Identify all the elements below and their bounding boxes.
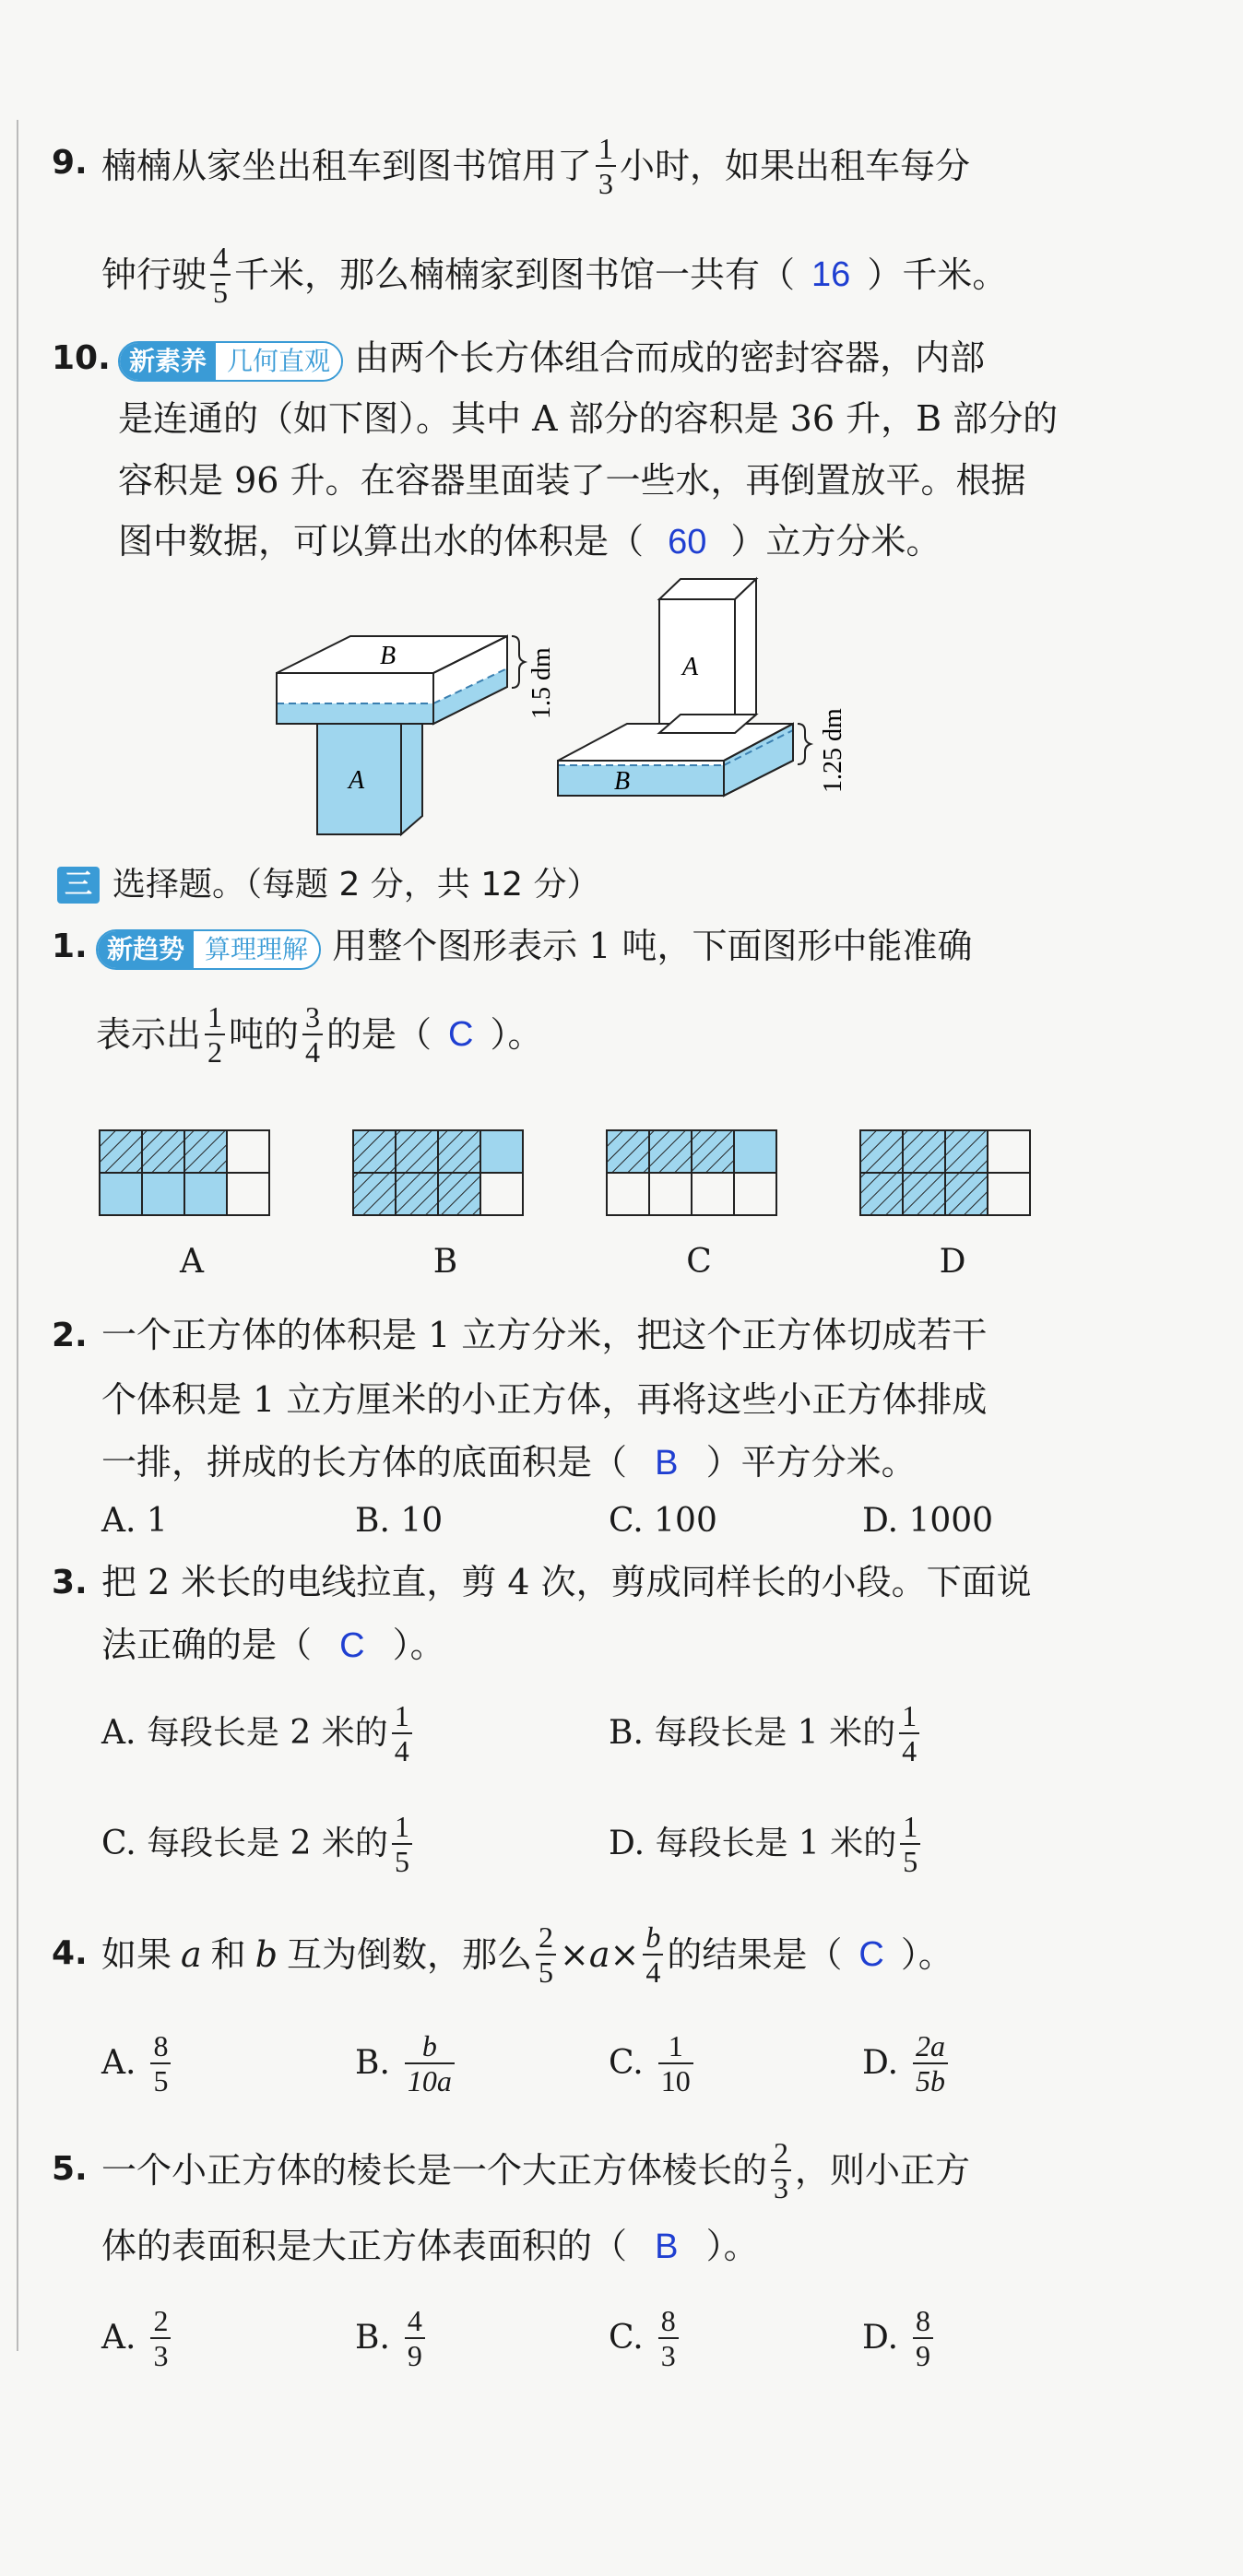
height-label: 1.25 dm (819, 708, 847, 793)
fraction: $\frac{8}{3}$ (658, 2304, 679, 2372)
grid-option-a (100, 1130, 269, 1215)
fraction: $\frac{1}{10}$ (658, 2029, 693, 2097)
question-number: 5. (52, 2150, 88, 2188)
c2-line1: 一个正方体的体积是 1 立方分米，把这个正方体切成若干 (101, 1315, 988, 1355)
answer: C (858, 1935, 884, 1974)
fraction: $\frac{1}{3}$ (596, 132, 616, 200)
fraction: $\frac{1}{4}$ (392, 1699, 412, 1767)
q9-line2: 钟行驶 $\frac{4}{5}$ 千米，那么楠楠家到图书馆一共有（ 16 ）千米。 (101, 241, 1008, 309)
fraction: $\frac{1}{5}$ (392, 1810, 412, 1878)
option-b: B. 10 (355, 1502, 444, 1540)
option-label: A (180, 1243, 204, 1281)
option-a: A. 1 (101, 1502, 168, 1540)
left-container (277, 636, 556, 834)
tag-badge: 新素养 几何直观 (118, 341, 343, 382)
question-number: 4. (52, 1934, 88, 1972)
section-title: 选择题。（每题 2 分，共 12 分） (112, 866, 600, 904)
fraction: $\frac{b}{10a}$ (405, 2029, 455, 2097)
option-c: C. 100 (609, 1502, 717, 1540)
container-figure (258, 572, 848, 848)
q10-line1: 新素养 几何直观 由两个长方体组合而成的密封容器，内部 (118, 336, 985, 382)
question-number: 10. (52, 339, 111, 377)
c5-line1: 一个小正方体的棱长是一个大正方体棱长的 $\frac{2}{3}$ ，则小正方 (101, 2136, 971, 2204)
option-d: D. $\frac{2a}{5b}$ (862, 2017, 952, 2109)
q10-line2: 是连通的（如下图）。其中 A 部分的容积是 36 升，B 部分的 (118, 398, 1059, 439)
label-a: A (349, 766, 365, 795)
fraction: $\frac{1}{4}$ (899, 1699, 919, 1767)
c5-line2: 体的表面积是大正方体表面积的（ B ）。 (101, 2226, 759, 2266)
option-label: B (432, 1243, 458, 1281)
question-number: 3. (52, 1564, 88, 1601)
c3-line1: 把 2 米长的电线拉直，剪 4 次，剪成同样长的小段。下面说 (101, 1562, 1032, 1602)
margin-line (17, 120, 18, 2351)
option-c: C. $\frac{1}{10}$ (609, 2017, 697, 2109)
c3-line2: 法正确的是（ C ）。 (101, 1625, 445, 1665)
option-d: D. 1000 (862, 1502, 994, 1540)
option-c: C. $\frac{8}{3}$ (609, 2292, 682, 2384)
option-label: C (686, 1243, 712, 1281)
section-icon: 三 (57, 867, 100, 904)
option-a: A. $\frac{2}{3}$ (101, 2292, 174, 2384)
option-b: B. $\frac{b}{10a}$ (355, 2017, 458, 2109)
right-container (558, 579, 847, 796)
option-d: D. $\frac{8}{9}$ (862, 2292, 937, 2384)
option-a: A. 每段长是 2 米的 $\frac{1}{4}$ (101, 1687, 416, 1779)
answer: C (448, 1015, 474, 1054)
answer: B (655, 2227, 679, 2266)
fraction: $\frac{b}{4}$ (643, 1920, 663, 1989)
option-b: B. $\frac{4}{9}$ (355, 2292, 429, 2384)
c1-line2: 表示出 $\frac{1}{2}$ 吨的 $\frac{3}{4}$ 的是（ C ）。 (96, 1000, 543, 1069)
c4-line1: 如果 a 和 b 互为倒数，那么 $\frac{2}{5}$ × a × $\frac{b}{4}$ 的结果是（ C ）。 (101, 1920, 953, 1989)
tag-badge: 新趋势 算理理解 (96, 929, 321, 970)
answer: 60 (668, 523, 707, 561)
c2-line3: 一排，拼成的长方体的底面积是（ B ）平方分米。 (101, 1442, 917, 1483)
question-number: 1. (52, 928, 88, 965)
fraction: $\frac{2}{5}$ (536, 1920, 556, 1989)
q10-line4: 图中数据，可以算出水的体积是（ 60 ）立方分米。 (118, 521, 941, 561)
option-b: B. 每段长是 1 米的 $\frac{1}{4}$ (609, 1687, 923, 1779)
grid-option-d (860, 1130, 1030, 1215)
fraction: $\frac{2}{3}$ (771, 2136, 791, 2204)
fraction: $\frac{2}{3}$ (150, 2304, 171, 2372)
c2-line2: 个体积是 1 立方厘米的小正方体，再将这些小正方体排成 (101, 1379, 988, 1420)
option-grids (92, 1121, 1051, 1269)
fraction: $\frac{4}{5}$ (210, 241, 231, 309)
option-d: D. 每段长是 1 米的 $\frac{1}{5}$ (609, 1798, 924, 1890)
label-b: B (614, 767, 631, 796)
option-c: C. 每段长是 2 米的 $\frac{1}{5}$ (101, 1798, 416, 1890)
answer: 16 (811, 255, 851, 294)
question-number: 2. (52, 1317, 88, 1354)
fraction: $\frac{4}{9}$ (405, 2304, 425, 2372)
q10-line3: 容积是 96 升。在容器里面装了一些水，再倒置放平。根据 (118, 460, 1026, 501)
c1-line1: 新趋势 算理理解 用整个图形表示 1 吨，下面图形中能准确 (96, 924, 972, 970)
label-b: B (380, 642, 397, 670)
fraction: $\frac{1}{2}$ (205, 1000, 225, 1069)
fraction: $\frac{8}{9}$ (913, 2304, 933, 2372)
grid-option-c (607, 1130, 776, 1215)
option-a: A. $\frac{8}{5}$ (101, 2017, 174, 2109)
fraction: $\frac{8}{5}$ (150, 2029, 171, 2097)
fraction: $\frac{2a}{5b}$ (913, 2029, 948, 2097)
height-label: 1.5 dm (527, 647, 556, 719)
q9-line1: 楠楠从家坐出租车到图书馆用了 $\frac{1}{3}$ 小时，如果出租车每分 (101, 132, 971, 200)
grid-option-b (353, 1130, 523, 1215)
answer: B (655, 1444, 679, 1483)
question-number: 9. (52, 144, 88, 182)
answer: C (339, 1626, 365, 1665)
fraction: $\frac{3}{4}$ (302, 1000, 323, 1069)
option-label: D (939, 1243, 966, 1281)
label-a: A (682, 653, 699, 681)
fraction: $\frac{1}{5}$ (900, 1810, 920, 1878)
